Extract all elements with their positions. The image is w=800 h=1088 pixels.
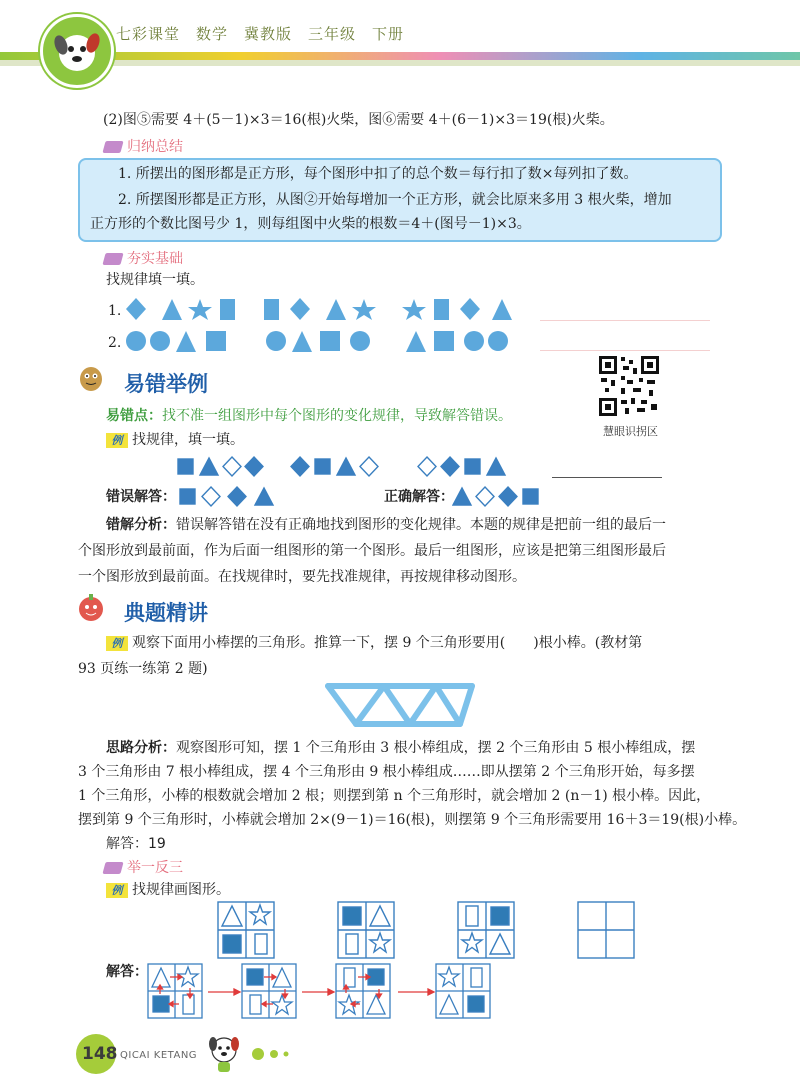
classic-analysis-3: 1 个三角形，小棒的根数就会增加 2 根；则摆到第 n 个三角形时，就会增加 2 (n－1) 根小棒。因此， bbox=[78, 788, 711, 804]
basics-row1-blank[interactable] bbox=[540, 320, 710, 321]
basics-row2-label: 2. bbox=[108, 335, 122, 351]
footer-mascot bbox=[204, 1032, 244, 1076]
mistake-blank[interactable] bbox=[552, 477, 662, 478]
basics-row2-shapes bbox=[124, 328, 544, 356]
book-icon bbox=[102, 862, 123, 874]
mistake-example bbox=[106, 430, 244, 450]
mistake-example-text: 找规律，填一填。 bbox=[132, 432, 244, 448]
mistake-analysis-3: 一个图形放到最前面。在找规律时，要先找准规律，再按规律移动图形。 bbox=[78, 569, 526, 585]
book-icon bbox=[102, 253, 123, 265]
wrong-answer-label: 错误解答： bbox=[106, 489, 176, 505]
mistake-point-label: 易错点： bbox=[106, 408, 162, 424]
footer-brand: QICAI KETANG bbox=[120, 1050, 198, 1061]
basics-row1-label: 1. bbox=[108, 303, 122, 319]
footer-dots bbox=[250, 1046, 300, 1062]
classic-analysis-4: 摆到第 9 个三角形时，小棒就会增加 2×(9－1)＝16(根)，则摆第 9 个三角形需要用 16＋3＝19(根)小棒。 bbox=[78, 812, 747, 828]
summary-heading: 归纳总结 bbox=[104, 136, 183, 156]
example-badge: 例 bbox=[106, 883, 128, 898]
example-badge: 例 bbox=[106, 636, 128, 651]
classic-analysis-1: 思路分析：观察图形可知，摆 1 个三角形由 3 根小棒组成，摆 2 个三角形由 5 根小棒组成，摆 bbox=[106, 740, 696, 756]
classic-answer: 解答：19 bbox=[106, 836, 166, 852]
basics-row1-shapes bbox=[124, 296, 544, 324]
summary-item-2b: 正方形的个数比图号少 1，则每组图中火柴的根数＝4＋(图号－1)×3。 bbox=[90, 216, 531, 232]
practice-example: 例 找规律画图形。 bbox=[106, 880, 230, 900]
mistake-analysis-2: 个图形放到最前面，作为后面一组图形的第一个图形。最后一组图形，应该是把第三组图形最后 bbox=[78, 543, 666, 559]
mistake-point bbox=[106, 406, 512, 426]
sticks-triangles-figure bbox=[322, 680, 478, 730]
classic-question-2: 93 页练一练第 2 题) bbox=[78, 661, 208, 677]
intro-line: (2)图⑤需要 4＋(5－1)×3＝16(根)火柴，图⑥需要 4＋(6－1)×3＝19(根)火柴。 bbox=[103, 112, 614, 128]
mistake-point-text: 找不准一组图形中每个图形的变化规律，导致解答错误。 bbox=[162, 408, 512, 424]
mistakes-title: 易错举例 bbox=[124, 372, 208, 396]
right-answer-label: 正确解答： bbox=[384, 489, 454, 505]
header-bar bbox=[0, 0, 800, 90]
classic-title: 典题精讲 bbox=[124, 601, 208, 625]
classic-analysis-2: 3 个三角形由 7 根小棒组成，摆 4 个三角形由 9 根小棒组成……即从摆第 2 个三角形开始，每多摆 bbox=[78, 764, 695, 780]
classic-analysis-label: 思路分析： bbox=[106, 740, 176, 756]
practice-answer-figures bbox=[146, 962, 496, 1022]
summary-item-2a: 2. 所摆图形都是正方形，从图②开始每增加一个正方形，就会比原来多用 3 根火柴，增加 bbox=[118, 192, 672, 208]
summary-box bbox=[78, 158, 722, 242]
example-badge: 例 bbox=[106, 433, 128, 448]
practice-answer-label: 解答： bbox=[106, 964, 148, 980]
mistake-analysis-label: 错解分析： bbox=[106, 517, 176, 533]
qr-caption: 慧眼识拐区 bbox=[603, 425, 658, 438]
practice-heading: 举一反三 bbox=[104, 857, 183, 877]
mistake-analysis-1: 错解分析：错误解答错在没有正确地找到图形的变化规律。本题的规律是把前一组的最后一 bbox=[106, 517, 666, 533]
qr-code bbox=[597, 354, 661, 418]
basics-heading: 夯实基础 bbox=[104, 248, 183, 268]
summary-item-1: 1. 所摆出的图形都是正方形，每个图形中扣了的总个数＝每行扣了数×每列扣了数。 bbox=[118, 166, 638, 182]
header-title: 七彩课堂 数学 冀教版 三年级 下册 bbox=[116, 25, 405, 43]
page-number: 148 bbox=[82, 1044, 118, 1064]
right-answer-shapes bbox=[452, 485, 552, 509]
basics-prompt: 找规律填一填。 bbox=[106, 272, 204, 288]
book-icon bbox=[102, 141, 123, 153]
classic-question-1: 例 观察下面用小棒摆的三角形。推算一下，摆 9 个三角形要用( )根小棒。(教材第 bbox=[106, 633, 642, 653]
practice-grids bbox=[216, 900, 636, 960]
mistakes-icon bbox=[76, 362, 106, 392]
basics-row2-blank[interactable] bbox=[540, 350, 710, 351]
mascot-logo bbox=[40, 14, 114, 88]
classic-icon bbox=[76, 592, 106, 622]
wrong-answer-shapes bbox=[178, 485, 288, 509]
